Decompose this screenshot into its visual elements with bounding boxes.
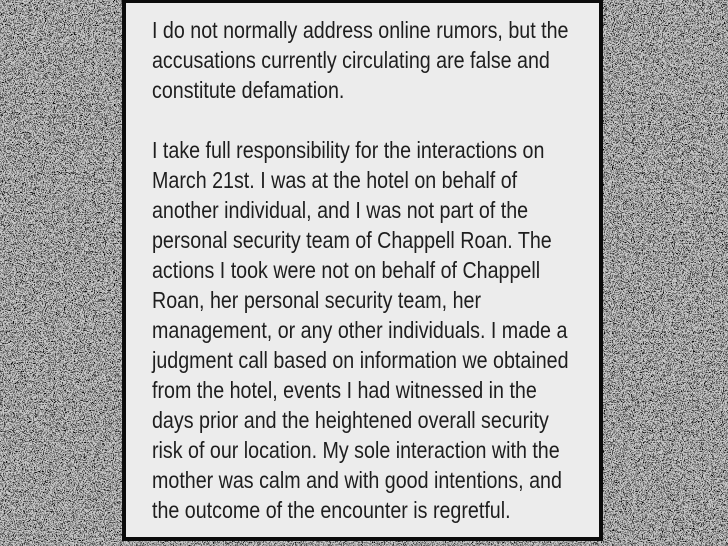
statement-line: another individual, and I was not part of the — [152, 197, 529, 223]
statement-line: I take full responsibility for the interactions on — [152, 137, 545, 163]
statement-line: mother was calm and with good intentions, and — [152, 467, 562, 493]
statement-line: I do not normally address online rumors, but the — [152, 17, 569, 43]
statement-text — [126, 3, 599, 525]
statement-line: judgment call based on information we obtained — [152, 347, 569, 373]
statement-line: March 21st. I was at the hotel on behalf of — [152, 167, 518, 193]
statement-line: personal security team of Chappell Roan. The — [152, 227, 552, 253]
statement-line: actions I took were not on behalf of Chappell — [152, 257, 541, 283]
statement-line: constitute defamation. — [152, 77, 345, 103]
statement-paragraph-1 — [152, 15, 599, 105]
statement-paragraph-2 — [152, 135, 599, 525]
statement-line: the outcome of the encounter is regretful. — [152, 497, 511, 523]
statement-line: Roan, her personal security team, her — [152, 287, 482, 313]
statement-line: days prior and the heightened overall security — [152, 407, 549, 433]
statement-line: management, or any other individuals. I made a — [152, 317, 568, 343]
statement-line: accusations currently circulating are false and — [152, 47, 550, 73]
statement-line: from the hotel, events I had witnessed in the — [152, 377, 537, 403]
statement-line: risk of our location. My sole interaction with the — [152, 437, 560, 463]
statement-card — [122, 0, 603, 541]
